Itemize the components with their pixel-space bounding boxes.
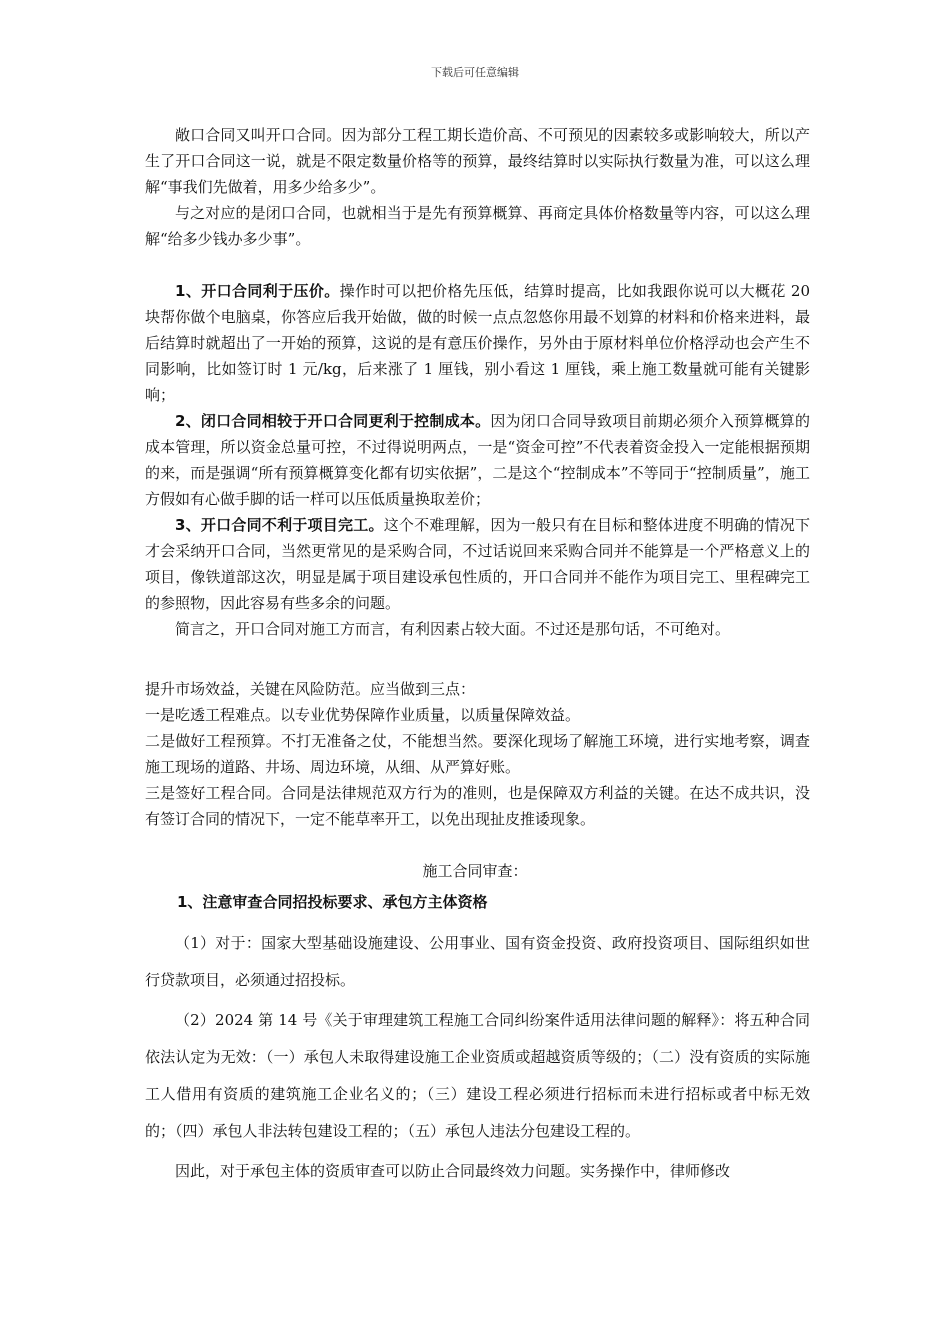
point-title-1: 1、开口合同利于压价。 bbox=[175, 282, 340, 300]
summary-paragraph: 简言之，开口合同对施工方而言，有利因素占较大面。不过还是那句话，不可绝对。 bbox=[175, 620, 731, 638]
point-title-3: 3、开口合同不利于项目完工。 bbox=[175, 516, 384, 534]
point-body-2: 因为闭口合同导致项目前期必须介入预算概算的成本管理，所以资金总量可控，不过得说明两点，一是“资金可控”不代表着资金投入一定能根据预期的来，而是强调“所有预算概算变化都有切实依据”，二是这个“控制成本”不等同于“控制质量”，施工方假如有心做手脚的话一样可以压低质量换取差价； bbox=[145, 412, 810, 508]
review-paragraph-1: （1）对于：国家大型基础设施建设、公用事业、国有资金投资、政府投资项目、国际组织如世行贷款项目，必须通过招投标。 bbox=[145, 934, 810, 989]
benefit-item-2: 二是做好工程预算。不打无准备之仗，不能想当然。要深化现场了解施工环境，进行实地考察，调查施工现场的道路、井场、周边环境，从细、从严算好账。 bbox=[145, 732, 810, 776]
market-benefit-section bbox=[145, 676, 810, 832]
point-paragraph-1 bbox=[145, 278, 810, 408]
benefit-lead: 提升市场效益，关键在风险防范。应当做到三点： bbox=[145, 680, 476, 698]
point-body-3: 这个不难理解，因为一般只有在目标和整体进度不明确的情况下才会采纳开口合同，当然更常见的是采购合同，不过话说回来采购合同并不能算是一个严格意义上的项目，像铁道部这次，明显是属于项目建设承包性质的，开口合同并不能作为项目完工、里程碑完工的参照物，因此容易有些多余的问题。 bbox=[145, 516, 810, 612]
contract-review-section bbox=[145, 925, 810, 1193]
point-body-1: 操作时可以把价格先压低，结算时提高，比如我跟你说可以大概花 20 块帮你做个电脑桌，你答应后我开始做，做的时候一点点忽悠你用最不划算的材料和价格来进料，最后结算时就超出了一开始的预算，这说的是有意压价操作，另外由于原材料单位价格浮动也会产生不同影响，比如签订时 1 元/kg，后来涨了 1 厘钱，别小看这 1 厘钱，乘上施工数量就可能有关键影响； bbox=[145, 282, 810, 404]
benefit-item-1: 一是吃透工程难点。以专业优势保障作业质量，以质量保障效益。 bbox=[145, 706, 581, 724]
review-paragraph-3: 因此，对于承包主体的资质审查可以防止合同最终效力问题。实务操作中，律师修改 bbox=[175, 1162, 731, 1180]
benefit-item-3: 三是签好工程合同。合同是法律规范双方行为的准则，也是保障双方利益的关键。在达不成共识，没有签订合同的情况下，一定不能草率开工，以免出现扯皮推诿现象。 bbox=[145, 784, 810, 828]
point-paragraph-3 bbox=[145, 512, 810, 616]
review-heading: 1、注意审查合同招投标要求、承包方主体资格 bbox=[177, 893, 488, 911]
paragraph-gap bbox=[145, 252, 810, 278]
review-paragraph-2: （2）2024 第 14 号《关于审理建筑工程施工合同纠纷案件适用法律问题的解释》：将五种合同依法认定为无效：（一）承包人未取得建设施工企业资质或超越资质等级的；（二）没有资质的实际施工人借用有资质的建筑施工企业名义的；（三）建设工程必须进行招标而未进行招标或者中标无效的；（四）承包人非法转包建设工程的；（五）承包人违法分包建设工程的。 bbox=[145, 1011, 810, 1140]
contract-intro-section bbox=[145, 122, 810, 642]
point-paragraph-2 bbox=[145, 408, 810, 512]
intro-paragraph-open-contract: 敞口合同又叫开口合同。因为部分工程工期长造价高、不可预见的因素较多或影响较大，所以产生了开口合同这一说，就是不限定数量价格等的预算，最终结算时以实际执行数量为准，可以这么理解“事我们先做着，用多少给多少”。 bbox=[145, 126, 810, 196]
intro-paragraph-closed-contract: 与之对应的是闭口合同，也就相当于是先有预算概算、再商定具体价格数量等内容，可以这么理解“给多少钱办多少事”。 bbox=[145, 204, 810, 248]
page-header: 下载后可任意编辑 bbox=[431, 66, 519, 79]
review-section-title: 施工合同审查： bbox=[422, 862, 528, 880]
point-title-2: 2、闭口合同相较于开口合同更利于控制成本。 bbox=[175, 412, 491, 430]
